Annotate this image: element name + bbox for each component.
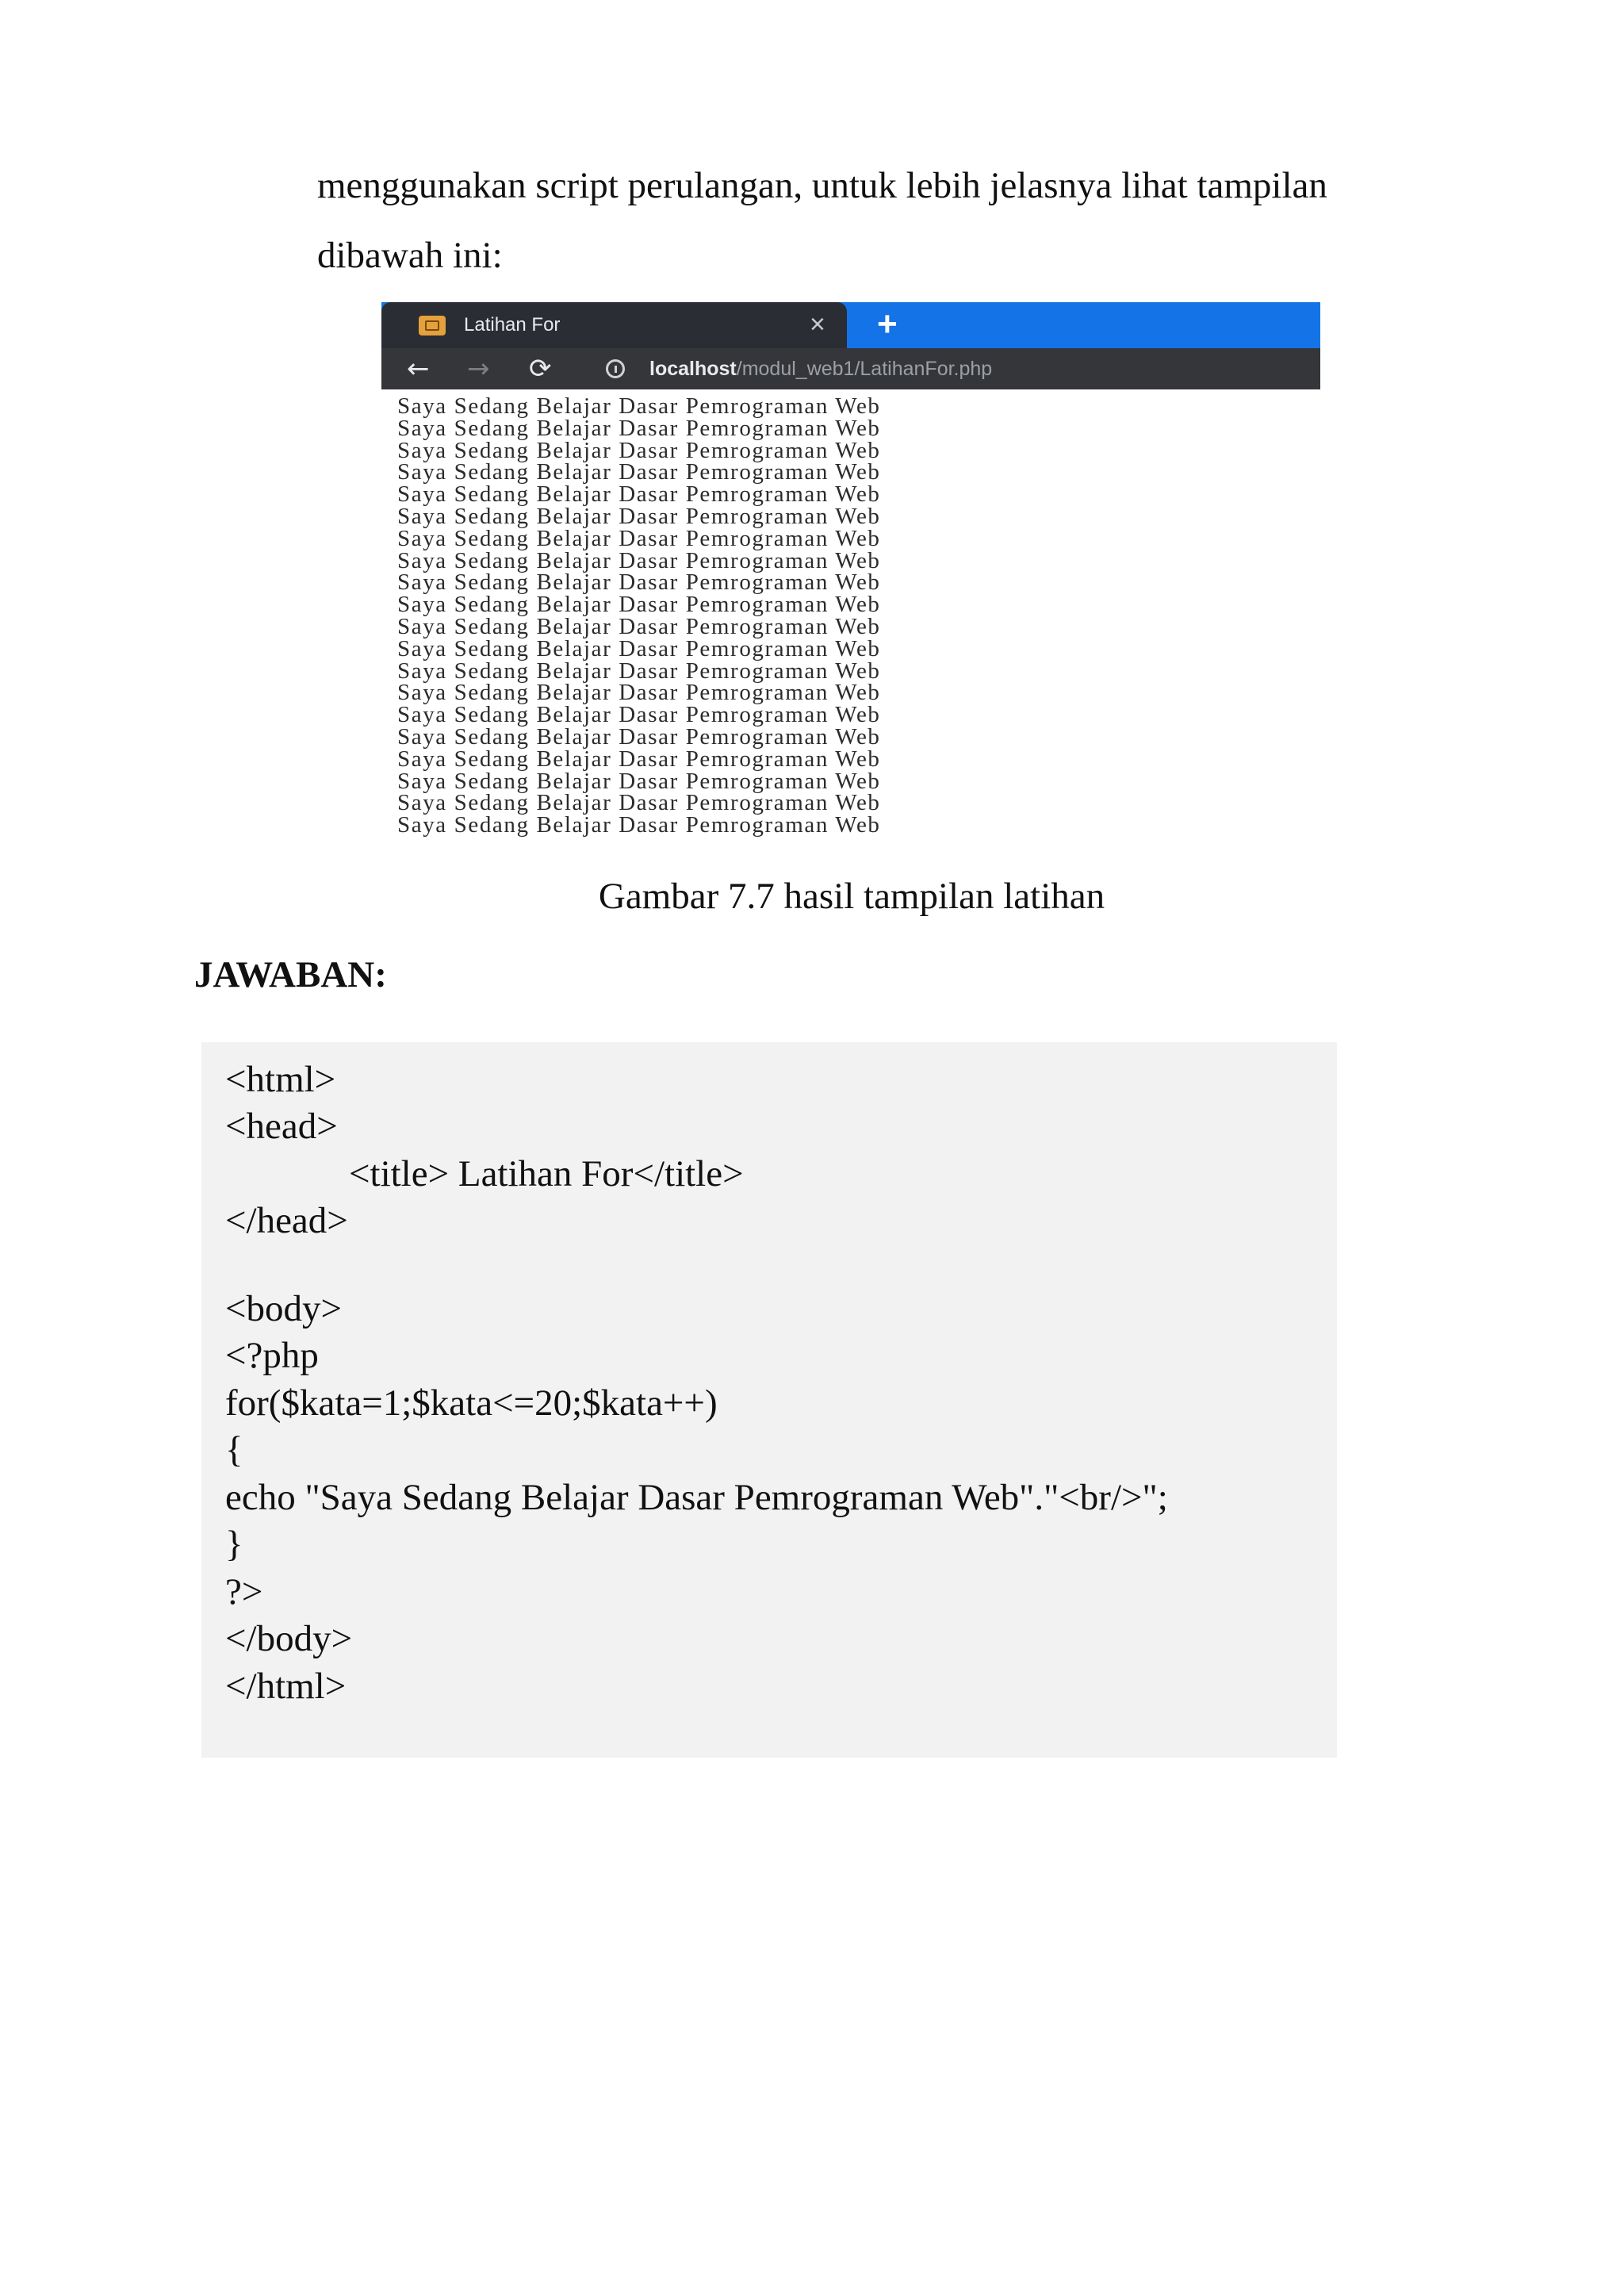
output-line: Saya Sedang Belajar Dasar Pemrograman Web (397, 569, 881, 596)
back-arrow-icon: ← (407, 353, 430, 385)
output-line: Saya Sedang Belajar Dasar Pemrograman Web (397, 503, 881, 529)
code-line: { (225, 1429, 243, 1471)
url-host: localhost (649, 358, 737, 380)
output-line: Saya Sedang Belajar Dasar Pemrograman Web (397, 547, 881, 573)
code-line: </html> (225, 1666, 347, 1707)
intro-line-1: menggunakan script perulangan, untuk lebih jelasnya lihat tampilan (317, 165, 1327, 206)
output-line: Saya Sedang Belajar Dasar Pemrograman Web (397, 746, 881, 772)
output-line: Saya Sedang Belajar Dasar Pemrograman Web (397, 768, 881, 794)
output-line: Saya Sedang Belajar Dasar Pemrograman Web (397, 658, 881, 684)
code-line: </head> (225, 1200, 348, 1241)
code-block (201, 1042, 1337, 1758)
output-line: Saya Sedang Belajar Dasar Pemrograman Web (397, 481, 881, 508)
output-line: Saya Sedang Belajar Dasar Pemrograman Web (397, 790, 881, 816)
code-line: ?> (225, 1571, 263, 1612)
url-path: /modul_web1/LatihanFor.php (736, 358, 993, 380)
answer-heading: JAWABAN: (194, 954, 387, 995)
browser-screenshot (381, 302, 1320, 845)
intro-line-2: dibawah ini: (317, 235, 503, 276)
url-text (649, 355, 992, 383)
reload-icon: ⟳ (529, 353, 552, 385)
output-line: Saya Sedang Belajar Dasar Pemrograman Web (397, 613, 881, 639)
intro-paragraph (317, 151, 1448, 290)
code-line: <title> Latihan For</title> (349, 1153, 744, 1194)
address-bar (381, 348, 1320, 389)
output-line: Saya Sedang Belajar Dasar Pemrograman Web (397, 723, 881, 750)
code-line: for($kata=1;$kata<=20;$kata++) (225, 1382, 718, 1424)
code-line: <head> (225, 1106, 338, 1147)
code-line: <?php (225, 1335, 319, 1376)
close-icon: × (810, 309, 825, 339)
output-line: Saya Sedang Belajar Dasar Pemrograman Web (397, 393, 881, 419)
code-line: <body> (225, 1288, 343, 1329)
code-line: echo "Saya Sedang Belajar Dasar Pemrograman Web"."<br/>"; (225, 1477, 1168, 1518)
output-line: Saya Sedang Belajar Dasar Pemrograman Web (397, 459, 881, 485)
tab-strip (381, 302, 1320, 348)
forward-arrow-icon: → (467, 353, 490, 385)
info-icon (606, 359, 625, 378)
figure-caption: Gambar 7.7 hasil tampilan latihan (598, 876, 1105, 917)
browser-tab (381, 302, 847, 348)
code-line: </body> (225, 1618, 353, 1659)
xampp-favicon-icon (419, 316, 446, 336)
output-line: Saya Sedang Belajar Dasar Pemrograman Web (397, 635, 881, 661)
page-output (397, 393, 881, 838)
tab-title: Latihan For (464, 314, 561, 336)
new-tab-icon: + (877, 305, 898, 343)
code-line: } (225, 1524, 243, 1565)
code-line: <html> (225, 1059, 336, 1100)
output-line: Saya Sedang Belajar Dasar Pemrograman Web (397, 680, 881, 706)
output-line: Saya Sedang Belajar Dasar Pemrograman Web (397, 812, 881, 838)
output-line: Saya Sedang Belajar Dasar Pemrograman Web (397, 525, 881, 551)
output-line: Saya Sedang Belajar Dasar Pemrograman Web (397, 592, 881, 618)
output-line: Saya Sedang Belajar Dasar Pemrograman Web (397, 437, 881, 463)
output-line: Saya Sedang Belajar Dasar Pemrograman Web (397, 415, 881, 441)
output-line: Saya Sedang Belajar Dasar Pemrograman Web (397, 702, 881, 728)
